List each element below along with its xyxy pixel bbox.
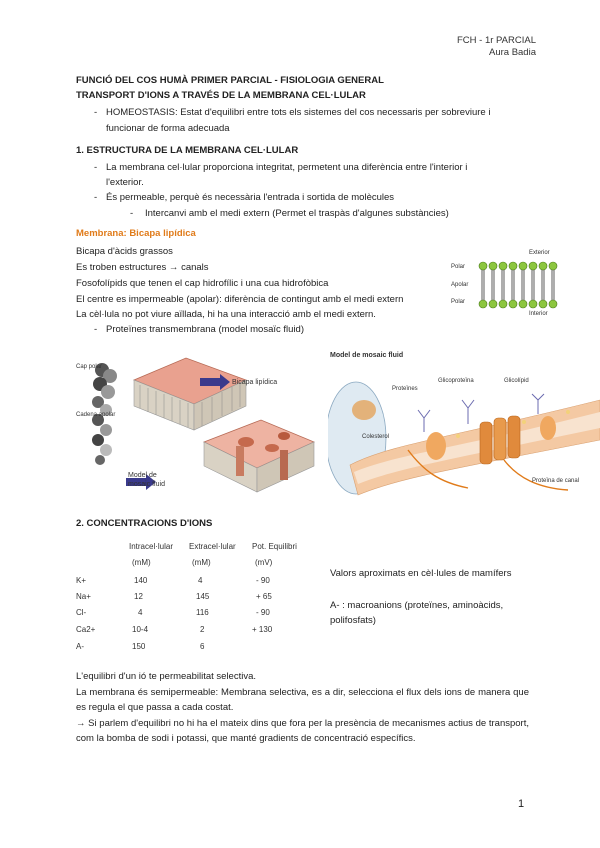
table-row [76, 608, 316, 620]
bullet-dash: - [94, 107, 98, 118]
membrane-line: Es troben estructures → canals [76, 262, 209, 273]
table-cell: + 65 [256, 592, 272, 601]
table-cell: - 90 [256, 608, 270, 617]
bullet-dash: - [94, 324, 98, 335]
figure-label-model1: Model de [128, 472, 157, 479]
table-cell: + 130 [252, 625, 273, 634]
section1-bullet1-line1: La membrana cel·lular proporciona integritat, permetent una diferència entre l'interior i [106, 162, 468, 173]
closing-paragraph2: → Si parlem d'equilibri no hi ha el mateix dins que fora per la presència de mecanismes actius de transport, com la bomba de sodi i potassi, que manté gradients de concentració específics. [76, 718, 529, 744]
figure-fluid-mosaic [328, 350, 600, 505]
table-cell: 4 [138, 608, 143, 617]
closing-paragraph1: La membrana és semipermeable: Membrana selectiva, es a dir, selecciona el flux dels ions de manera que es regula el que passa a cada costat. [76, 687, 529, 713]
lipid-heads-top [479, 262, 557, 270]
table-cell-ion: K+ [76, 576, 87, 585]
closing-line: L'equilibri d'un ió te permeabilitat selectiva. [76, 671, 257, 682]
membrane-line: El centre es impermeable (apolar): diferència de contingut amb el medi extern [76, 294, 404, 305]
membrane-line: La cèl·lula no pot viure aïllada, hi ha una interacció amb el medi extern. [76, 309, 376, 320]
section1-bullet1-line2: l'exterior. [106, 177, 144, 188]
lipid-heads-bottom [479, 300, 557, 308]
membrane-heading: Membrana: Bicapa lipídica [76, 228, 196, 239]
doc-subtitle: TRANSPORT D'IONS A TRAVÉS DE LA MEMBRANA CEL·LULAR [76, 90, 366, 101]
table-row [76, 592, 316, 604]
figure-right-tag: Proteïna de canal [532, 478, 580, 484]
figure-right-tag: Glicoproteïna [438, 378, 474, 384]
label-apolar: Apolar [451, 282, 469, 288]
table-unit: (mM) [132, 558, 151, 567]
bilayer-illustration-svg [76, 350, 316, 505]
table-header: Extracel·lular [189, 542, 236, 551]
membrane-bullet: Proteïnes transmembrana (model mosaïc fluid) [106, 324, 304, 335]
figure-right-title: Model de mosaic fluid [330, 352, 404, 359]
table-cell: 116 [196, 608, 209, 617]
section1-bullet2: És permeable, perquè és necessària l'entrada i sortida de molècules [106, 192, 395, 203]
header-author: Aura Badia [488, 47, 536, 58]
label-polar-top: Polar [451, 264, 466, 270]
table-row [76, 625, 316, 637]
figure-label-model2: mosaic fluid [128, 481, 165, 488]
figure-right-tag: Colesterol [362, 434, 390, 440]
figure-right-tag: Glicolípid [504, 378, 529, 384]
homeostasis-line2: funcionar de forma adecuada [106, 123, 230, 134]
figure-label-bicapa: Bicapa lipídica [232, 379, 278, 386]
table-cell: 12 [134, 592, 143, 601]
bilayer-diagram [445, 252, 565, 320]
table-header: Intracel·lular [129, 542, 174, 551]
section2-heading: 2. CONCENTRACIONS D'IONS [76, 518, 213, 529]
label-interior: Interior [529, 311, 548, 317]
lipid-tails [482, 270, 554, 300]
membrane-line: Bicapa d'àcids grassos [76, 246, 173, 257]
table-units-row [76, 558, 316, 570]
page-number: 1 [518, 798, 525, 810]
table-cell: 6 [200, 642, 205, 651]
section1-subbullet: Intercanvi amb el medi extern (Permet el traspàs d'algunes substàncies) [145, 208, 449, 219]
table-header-row [76, 542, 316, 554]
table-unit: (mM) [192, 558, 211, 567]
bullet-dash: - [130, 208, 134, 219]
bullet-dash: - [94, 162, 98, 173]
table-cell: 150 [132, 642, 146, 651]
homeostasis-line1: HOMEOSTASIS: Estat d'equilibri entre tots els sistemes del cos necessaris per sobreviure i [106, 107, 491, 118]
figure-right-tag: Proteïnes [392, 386, 418, 392]
header-course: FCH - 1r PARCIAL [456, 35, 536, 46]
table-cell: 4 [198, 576, 203, 585]
table-cell: - 90 [256, 576, 270, 585]
anions-note-line2: polifosfats) [330, 615, 376, 626]
table-unit: (mV) [255, 558, 273, 567]
table-cell: 10-4 [132, 625, 149, 634]
table-cell-ion: Cl- [76, 608, 87, 617]
section1-heading: 1. ESTRUCTURA DE LA MEMBRANA CEL·LULAR [76, 145, 299, 156]
table-cell: 145 [196, 592, 210, 601]
table-cell: 140 [134, 576, 148, 585]
figure-tag-head: Cap polar [76, 364, 103, 370]
label-exterior: Exterior [529, 250, 550, 256]
membrane-line: Fosofolípids que tenen el cap hidrofílic i una cua hidrofòbica [76, 278, 329, 289]
table-note: Valors aproximats en cèl·lules de mamífers [330, 568, 512, 579]
table-cell: 2 [200, 625, 205, 634]
figure-bilayer-illustration [76, 350, 316, 505]
table-row [76, 642, 316, 654]
figure-tag-tail: Cadena apolar [76, 412, 116, 418]
doc-title: FUNCIÓ DEL COS HUMÀ PRIMER PARCIAL - FISIOLOGIA GENERAL [76, 75, 384, 86]
anions-note-line1: A- : macroanions (proteïnes, aminoàcids, [330, 600, 504, 611]
label-polar-bottom: Polar [451, 299, 466, 305]
bullet-dash: - [94, 192, 98, 203]
table-cell-ion: Ca2+ [76, 625, 96, 634]
table-cell-ion: A- [76, 642, 84, 651]
table-row [76, 576, 316, 588]
table-cell-ion: Na+ [76, 592, 91, 601]
table-header: Pot. Equilibri [252, 542, 297, 551]
